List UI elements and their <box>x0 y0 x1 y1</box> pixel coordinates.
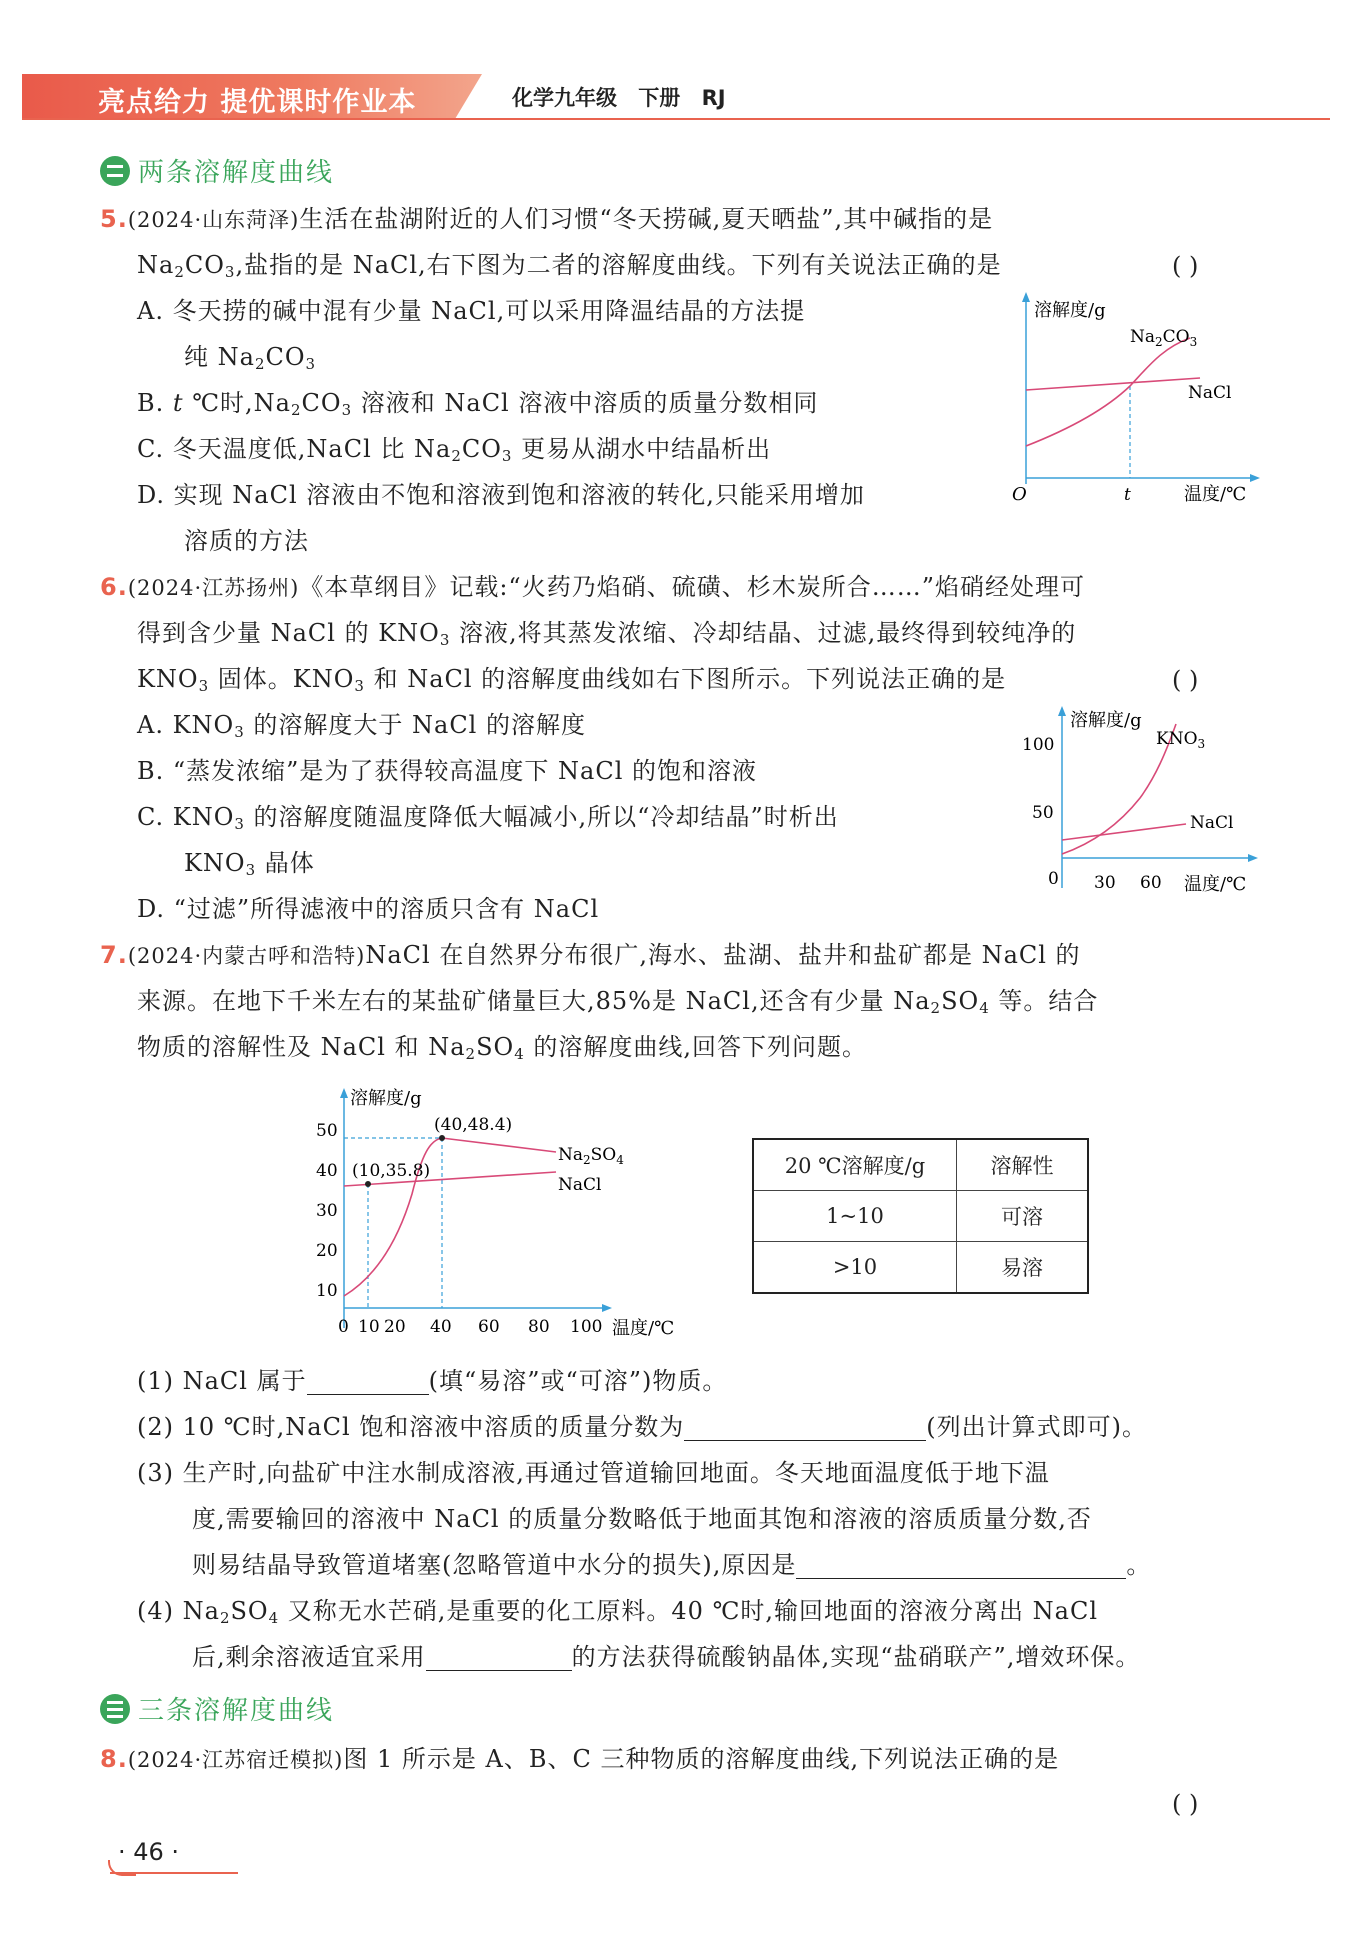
q5-t-label: t <box>1124 485 1131 505</box>
header-subject: 化学九年级 下册 RJ <box>512 86 726 110</box>
q7-part1: (1) NaCl 属于 (填“易溶”或“可溶”)物质。 <box>137 1367 728 1395</box>
q8-source: (2024·江苏宿迁模拟) <box>127 1748 344 1772</box>
q6-option-c-line1: C. $KNO_3$ 的溶解度随温度降低大幅减小,所以“冷却结晶”时析出 <box>137 803 839 833</box>
q7-source: (2024·内蒙古呼和浩特) <box>127 944 366 968</box>
q5-stem-line1: 5.(2024·山东菏泽)生活在盐湖附近的人们习惯“冬天捞碱,夏天晒盐”,其中碱指的是 <box>100 205 994 233</box>
q7-xtick-100: 100 <box>570 1317 603 1337</box>
q5-y-arrow <box>1022 292 1030 302</box>
q7-stem-line3: 物质的溶解性及 NaCl 和 $Na_2SO_4$ 的溶解度曲线,回答下列问题。 <box>137 1033 868 1063</box>
table-cell: 可溶 <box>957 1191 1089 1242</box>
page-number-rule <box>110 1872 238 1874</box>
q7-ytick-40: 40 <box>316 1161 338 1181</box>
section-2-heading <box>100 152 334 189</box>
q7-solubility-chart <box>300 1084 700 1354</box>
q7-x-arrow <box>602 1304 612 1312</box>
q7-xtick-0: 0 <box>338 1317 349 1337</box>
q7-stem-line2: 来源。在地下千米左右的某盐矿储量巨大,85%是 NaCl,还含有少量 $Na_2SO_4$ 等。结合 <box>137 987 1099 1017</box>
q7-part4-line1: (4) $Na_2SO_4$ 又称无水芒硝,是重要的化工原料。40 ℃时,输回地面的溶液分离出 NaCl <box>137 1597 1099 1627</box>
q7-part4-line2: 后,剩余溶液适宜采用 的方法获得硫酸钠晶体,实现“盐硝联产”,增效环保。 <box>192 1643 1141 1671</box>
q7-part3-line1: (3) 生产时,向盐矿中注水制成溶液,再通过管道输回地面。冬天地面温度低于地下温 <box>137 1459 1050 1487</box>
q5-xlabel: 温度/℃ <box>1184 484 1247 505</box>
section-2-title: 两条溶解度曲线 <box>138 158 335 188</box>
q7-ytick-30: 30 <box>316 1201 338 1221</box>
q7-y-arrow <box>340 1088 348 1098</box>
q5-series-nacl <box>1026 378 1200 390</box>
q6-solubility-chart <box>1016 702 1286 912</box>
table-header-solubility: 20 ℃溶解度/g <box>753 1139 957 1191</box>
q6-stem-line1: 6.(2024·江苏扬州)《本草纲目》记载:“火药乃焰硝、硫磺、杉木炭所合……”焰硝经处理可 <box>100 573 1085 601</box>
section-2-icon <box>100 156 130 186</box>
q7-number: 7. <box>100 941 128 969</box>
table-cell: 易溶 <box>957 1242 1089 1294</box>
q6-answer-paren: ( ) <box>1172 666 1199 694</box>
table-header-row <box>753 1139 1088 1191</box>
q6-option-d: D. “过滤”所得滤液中的溶质只含有 NaCl <box>137 895 600 923</box>
q5-series-na2co3 <box>1026 338 1190 446</box>
q7-xtick-60: 60 <box>478 1317 500 1337</box>
q6-ytick-100: 100 <box>1022 735 1055 755</box>
q7-series2-label: NaCl <box>558 1175 602 1195</box>
q5-source: (2024·山东菏泽) <box>127 208 300 232</box>
q7-ytick-50: 50 <box>316 1121 338 1141</box>
q7-part2-blank[interactable] <box>684 1412 926 1441</box>
q8-answer-paren: ( ) <box>1172 1790 1199 1818</box>
q7-part1-blank[interactable] <box>307 1366 429 1395</box>
header-rule <box>22 118 1330 120</box>
table-cell: >10 <box>753 1242 957 1294</box>
q6-ylabel: 溶解度/g <box>1070 710 1142 731</box>
q6-y-arrow <box>1058 706 1066 716</box>
q5-origin-label: O <box>1012 484 1027 505</box>
table-row <box>753 1242 1088 1294</box>
q5-solubility-chart <box>1012 288 1282 510</box>
page-number: · 46 · <box>118 1838 180 1866</box>
q6-xlabel: 温度/℃ <box>1184 874 1247 895</box>
q5-option-b: B. t ℃时$,Na_2CO_3$ 溶液和 NaCl 溶液中溶质的质量分数相同 <box>137 389 819 419</box>
q7-point-40 <box>439 1135 445 1141</box>
section-3-icon <box>100 1694 130 1724</box>
q5-option-a-line2: 纯 $Na_2CO_3$ <box>184 343 317 373</box>
header-brand: 亮点给力 提优课时作业本 <box>98 87 417 118</box>
q7-xtick-80: 80 <box>528 1317 550 1337</box>
q7-part4-blank[interactable] <box>426 1642 572 1671</box>
q6-option-c-line2: $KNO_3$ 晶体 <box>184 849 315 879</box>
q6-source: (2024·江苏扬州) <box>127 576 300 600</box>
q7-part3-line2: 度,需要输回的溶液中 NaCl 的质量分数略低于地面其饱和溶液的溶质质量分数,否 <box>192 1505 1092 1533</box>
q5-x-arrow <box>1250 474 1260 482</box>
q7-xtick-40: 40 <box>430 1317 452 1337</box>
section-3-title: 三条溶解度曲线 <box>138 1696 335 1726</box>
q5-series1-label: $Na_2CO_3$ <box>1130 327 1198 349</box>
q5-ylabel: 溶解度/g <box>1034 300 1106 321</box>
q5-option-c: C. 冬天温度低,NaCl 比 $Na_2CO_3$ 更易从湖水中结晶析出 <box>137 435 772 465</box>
q6-ytick-50: 50 <box>1032 803 1054 823</box>
q6-option-b: B. “蒸发浓缩”是为了获得较高温度下 NaCl 的饱和溶液 <box>137 757 758 785</box>
q5-option-d-line1: D. 实现 NaCl 溶液由不饱和溶液到饱和溶液的转化,只能采用增加 <box>137 481 865 509</box>
q7-ylabel: 溶解度/g <box>350 1088 422 1109</box>
q6-x-arrow <box>1248 854 1258 862</box>
q6-series-nacl <box>1062 824 1186 840</box>
q7-xlabel: 温度/℃ <box>612 1318 675 1339</box>
q7-ytick-10: 10 <box>316 1281 338 1301</box>
table-header-class: 溶解性 <box>957 1139 1089 1191</box>
table-cell: 1~10 <box>753 1191 957 1242</box>
q7-xtick-20: 20 <box>384 1317 406 1337</box>
q6-stem-line3: $KNO_3$ 固体。$KNO_3$ 和 NaCl 的溶解度曲线如右下图所示。下列说法正确的是 <box>137 665 1007 695</box>
table-row <box>753 1191 1088 1242</box>
q7-part3-blank[interactable] <box>796 1550 1126 1579</box>
q5-option-d-line2: 溶质的方法 <box>184 527 309 555</box>
q7-part2: (2) 10 ℃时,NaCl 饱和溶液中溶质的质量分数为 (列出计算式即可)。 <box>137 1413 1147 1441</box>
q8-number: 8. <box>100 1745 128 1773</box>
q6-xtick-30: 30 <box>1094 873 1116 893</box>
q5-stem-line2: $Na_2CO_3$,盐指的是 NaCl,右下图为二者的溶解度曲线。下列有关说法正确的是 <box>137 251 1002 281</box>
q7-point-10 <box>365 1181 371 1187</box>
q6-stem-line2: 得到含少量 NaCl 的 $KNO_3$ 溶液,将其蒸发浓缩、冷却结晶、过滤,最终得到较纯净的 <box>137 619 1077 649</box>
q6-number: 6. <box>100 573 128 601</box>
q5-series2-label: NaCl <box>1188 383 1232 403</box>
q7-solubility-table <box>752 1138 1089 1294</box>
q7-xtick-10: 10 <box>358 1317 380 1337</box>
q7-stem-line1: 7.(2024·内蒙古呼和浩特)NaCl 在自然界分布很广,海水、盐湖、盐井和盐矿都是 NaCl 的 <box>100 941 1081 969</box>
q7-point2-label: (10,35.8) <box>352 1161 431 1181</box>
q6-series1-label: $KNO_3$ <box>1156 729 1206 751</box>
q8-stem: 8.(2024·江苏宿迁模拟)图 1 所示是 A、B、C 三种物质的溶解度曲线,下列说法正确的是 <box>100 1745 1060 1773</box>
q6-xtick-60: 60 <box>1140 873 1162 893</box>
q7-ytick-20: 20 <box>316 1241 338 1261</box>
q5-number: 5. <box>100 205 128 233</box>
q6-option-a: A. $KNO_3$ 的溶解度大于 NaCl 的溶解度 <box>137 711 586 741</box>
section-3-heading <box>100 1690 334 1727</box>
q7-point1-label: (40,48.4) <box>434 1115 513 1135</box>
q7-series1-label: $Na_2SO_4$ <box>558 1145 624 1167</box>
q7-part3-line3: 则易结晶导致管道堵塞(忽略管道中水分的损失),原因是 。 <box>192 1551 1152 1579</box>
q6-xtick-0: 0 <box>1048 869 1059 889</box>
q5-answer-paren: ( ) <box>1172 252 1199 280</box>
q5-option-a-line1: A. 冬天捞的碱中混有少量 NaCl,可以采用降温结晶的方法提 <box>137 297 806 325</box>
q6-series2-label: NaCl <box>1190 813 1234 833</box>
